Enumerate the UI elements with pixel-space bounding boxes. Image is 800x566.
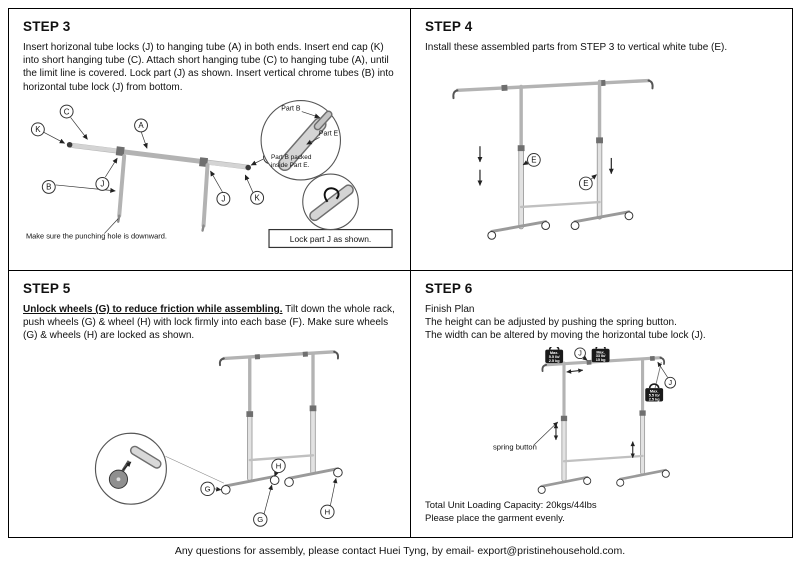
part-label-g-2 <box>254 512 267 525</box>
garment-rack <box>220 351 342 494</box>
capacity-note: Total Unit Loading Capacity: 20kgs/44lbs <box>425 499 597 511</box>
panel-step-3 <box>9 9 411 271</box>
insert-arrows <box>480 146 611 185</box>
svg-text:5.5 lb/: 5.5 lb/ <box>648 393 660 398</box>
step-5-body <box>23 303 398 343</box>
chrome-tube-right <box>204 165 208 226</box>
part-label-j-left <box>96 177 109 190</box>
part-label-j-right <box>217 192 230 205</box>
svg-text:H: H <box>324 507 331 517</box>
part-label-k-left <box>31 123 44 136</box>
step-6-diagram <box>423 347 780 497</box>
max-weight-badge-center <box>592 347 610 362</box>
part-label-g-1 <box>201 482 214 495</box>
part-b-e-inset <box>261 100 340 179</box>
svg-text:E: E <box>583 179 589 189</box>
part-label-e-right <box>579 177 592 190</box>
spring-button-label: spring button <box>492 442 537 452</box>
svg-text:2.5 kg: 2.5 kg <box>648 396 660 401</box>
svg-text:G: G <box>257 514 264 524</box>
step-5-diagram <box>21 347 398 531</box>
svg-text:G: G <box>204 484 211 494</box>
svg-text:E: E <box>531 155 537 165</box>
svg-text:Max.: Max. <box>549 350 559 355</box>
part-label-h-1 <box>272 459 285 472</box>
step-5-lead: Unlock wheels (G) to reduce friction while assembling. <box>23 304 283 315</box>
inset-caption-line1: Part B packed <box>271 153 312 161</box>
part-label-e-left <box>528 154 541 167</box>
step-6-title: STEP 6 <box>425 281 473 296</box>
svg-text:C: C <box>63 107 70 117</box>
step-3-body: Insert horizonal tube locks (J) to hanging tube (A) in both ends. Insert end cap (K) into short hanging tube (C). Attach short hanging tube (C) to hanging tube (A), until the limit line is covered. Lock part (J) as shown. Insert vertical chrome tubes (B) into horizontal tube lock (J) from bottom. <box>23 42 394 93</box>
step-4-title: STEP 4 <box>425 19 473 34</box>
svg-text:K: K <box>35 124 41 134</box>
step-3-diagram <box>21 98 398 256</box>
svg-text:Max.: Max. <box>649 389 659 394</box>
part-label-a <box>135 119 148 132</box>
junction-lock-right <box>596 138 603 144</box>
step-5-rest: Tilt down the whole rack, push wheels (G) & wheel (H) with lock firmly into each base (F). Make sure wheels (G) & wheels (H) are locked as shown. <box>23 304 395 342</box>
evenly-note: Please place the garment evenly. <box>425 512 565 524</box>
step-6-line3: The width can be altered by moving the horizontal tube lock (J). <box>425 330 706 342</box>
punching-hole-note: Make sure the punching hole is downward. <box>25 231 167 241</box>
steps-grid <box>8 8 793 538</box>
part-label-j-right <box>665 377 676 388</box>
svg-text:H: H <box>275 461 282 471</box>
max-weight-badge-right <box>645 384 663 401</box>
svg-text:Max.: Max. <box>596 349 605 354</box>
panel-step-5 <box>9 271 411 537</box>
svg-text:J: J <box>578 349 582 358</box>
inset-caption-line2: inside Part E. <box>271 161 310 169</box>
svg-text:15 kg: 15 kg <box>595 357 606 362</box>
step-6-line2: The height can be adjusted by pushing the spring button. <box>425 317 677 329</box>
garment-rack <box>453 80 652 239</box>
footer-contact: Any questions for assembly, please contact Huei Tyng, by email- export@pristinehousehold.com. <box>174 545 626 557</box>
svg-text:B: B <box>46 182 52 192</box>
svg-text:J: J <box>221 194 226 204</box>
step-6-line1: Finish Plan <box>425 304 475 315</box>
step-4-body: Install these assembled parts from STEP 3 to vertical white tube (E). <box>425 42 728 53</box>
part-e-label: Part E <box>318 130 339 138</box>
step-5-title: STEP 5 <box>23 281 71 296</box>
panel-step-4 <box>411 9 792 271</box>
svg-text:33 lb/: 33 lb/ <box>595 353 606 358</box>
hanging-tube-assembly <box>67 142 251 231</box>
part-b-label: Part B <box>281 105 301 113</box>
part-label-j-top <box>575 347 586 358</box>
part-label-k-right <box>251 191 264 204</box>
lock-caption: Lock part J as shown. <box>289 233 372 244</box>
part-label-h-2 <box>321 505 334 518</box>
svg-text:A: A <box>138 120 144 130</box>
step-4-diagram <box>423 58 780 254</box>
panel-step-6 <box>411 271 792 537</box>
end-cap-right <box>245 165 251 171</box>
svg-text:J: J <box>668 378 673 387</box>
svg-text:2.5 kg: 2.5 kg <box>548 358 560 363</box>
end-cap-left <box>67 142 73 148</box>
step-3-title: STEP 3 <box>23 19 71 34</box>
max-weight-badge-left <box>545 347 563 363</box>
lock-detail <box>269 174 392 247</box>
part-label-c-left <box>60 105 73 118</box>
junction-lock-left <box>518 145 525 151</box>
svg-text:5.5 lb/: 5.5 lb/ <box>548 354 560 359</box>
part-label-b-left <box>42 180 55 193</box>
svg-text:K: K <box>254 193 260 203</box>
chrome-tube-left <box>119 156 124 216</box>
svg-text:J: J <box>100 179 105 189</box>
adjust-arrows <box>556 370 633 458</box>
